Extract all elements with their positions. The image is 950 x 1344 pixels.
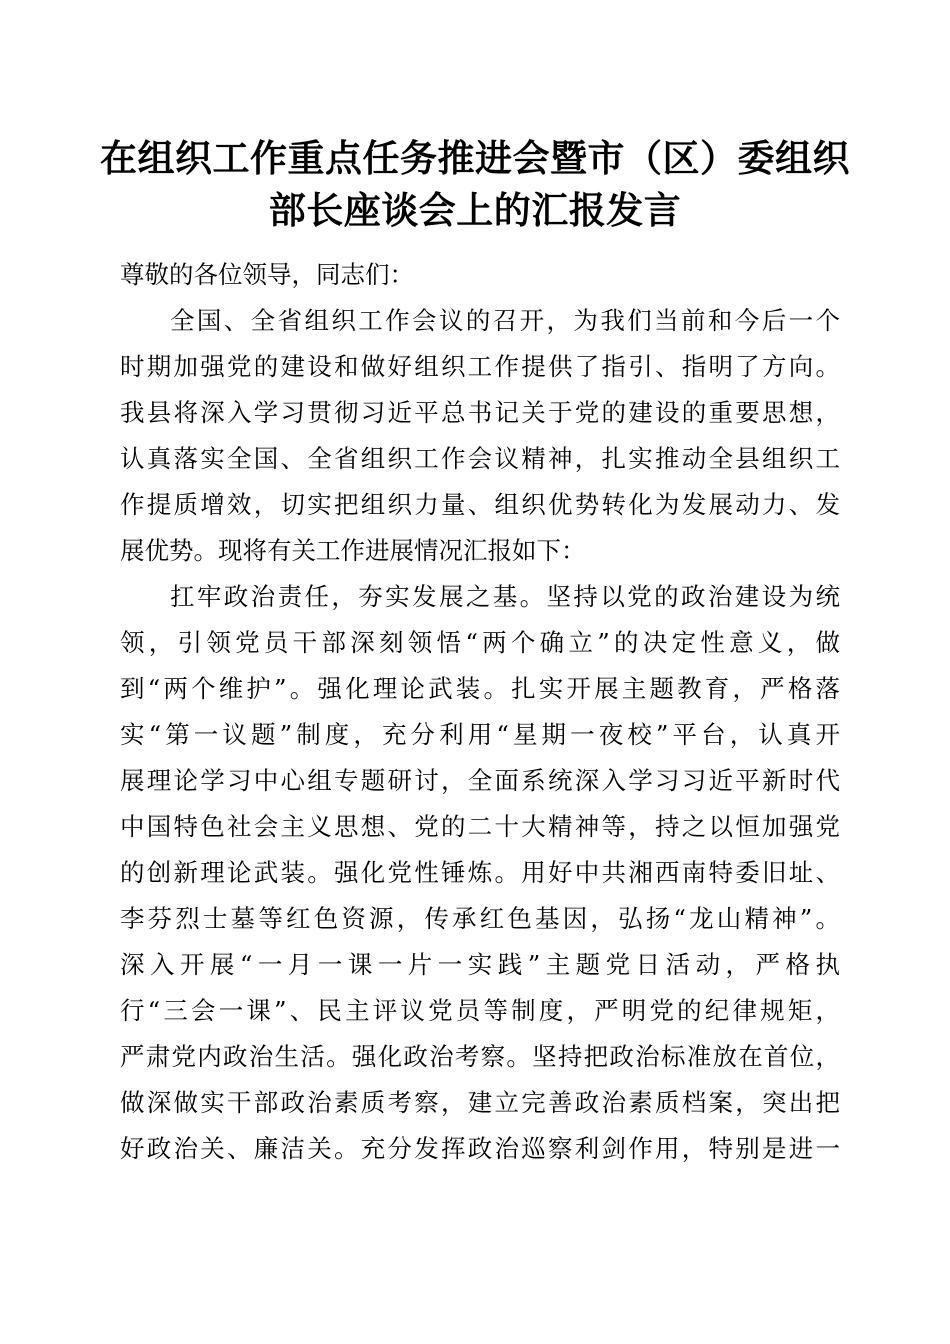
paragraph-line: 好政治关、廉洁关。充分发挥政治巡察利剑作用，特别是进一	[120, 1134, 840, 1163]
paragraph-line: 严肃党内政治生活。强化政治考察。坚持把政治标准放在首位，	[120, 1042, 840, 1071]
paragraph-line: 行“三会一课”、民主评议党员等制度，严明党的纪律规矩，	[120, 996, 840, 1025]
document-title-line-2: 部长座谈会上的汇报发言	[268, 188, 682, 232]
salutation: 尊敬的各位领导，同志们：	[120, 260, 414, 289]
paragraph-line: 实“第一议题”制度，充分利用“星期一夜校”平台，认真开	[120, 720, 840, 749]
paragraph-line: 的创新理论武装。强化党性锤炼。用好中共湘西南特委旧址、	[120, 858, 840, 887]
paragraph-line: 展优势。现将有关工作进展情况汇报如下：	[120, 536, 586, 565]
document-body	[120, 252, 840, 1172]
paragraph-line: 全国、全省组织工作会议的召开，为我们当前和今后一个	[170, 306, 840, 335]
paragraph-line: 深入开展“一月一课一片一实践”主题党日活动，严格执	[120, 950, 840, 979]
paragraph-line: 扛牢政治责任，夯实发展之基。坚持以党的政治建设为统	[170, 582, 840, 611]
paragraph-1	[120, 298, 840, 574]
paragraph-line: 中国特色社会主义思想、党的二十大精神等，持之以恒加强党	[120, 812, 840, 841]
paragraph-line: 到“两个维护”。强化理论武装。扎实开展主题教育，严格落	[120, 674, 840, 703]
paragraph-line: 展理论学习中心组专题研讨，全面系统深入学习习近平新时代	[120, 766, 840, 795]
paragraph-2	[120, 574, 840, 1172]
document-title-line-1: 在组织工作重点任务推进会暨市（区）委组织	[100, 136, 850, 180]
paragraph-line: 做深做实干部政治素质考察，建立完善政治素质档案，突出把	[120, 1088, 840, 1117]
paragraph-line: 认真落实全国、全省组织工作会议精神，扎实推动全县组织工	[120, 444, 840, 473]
paragraph-line: 我县将深入学习贯彻习近平总书记关于党的建设的重要思想，	[120, 398, 840, 427]
paragraph-line: 李芬烈士墓等红色资源，传承红色基因，弘扬“龙山精神”。	[120, 904, 840, 933]
paragraph-line: 领，引领党员干部深刻领悟“两个确立”的决定性意义，做	[120, 628, 840, 657]
paragraph-line: 作提质增效，切实把组织力量、组织优势转化为发展动力、发	[120, 490, 840, 519]
paragraph-line: 时期加强党的建设和做好组织工作提供了指引、指明了方向。	[120, 352, 840, 381]
